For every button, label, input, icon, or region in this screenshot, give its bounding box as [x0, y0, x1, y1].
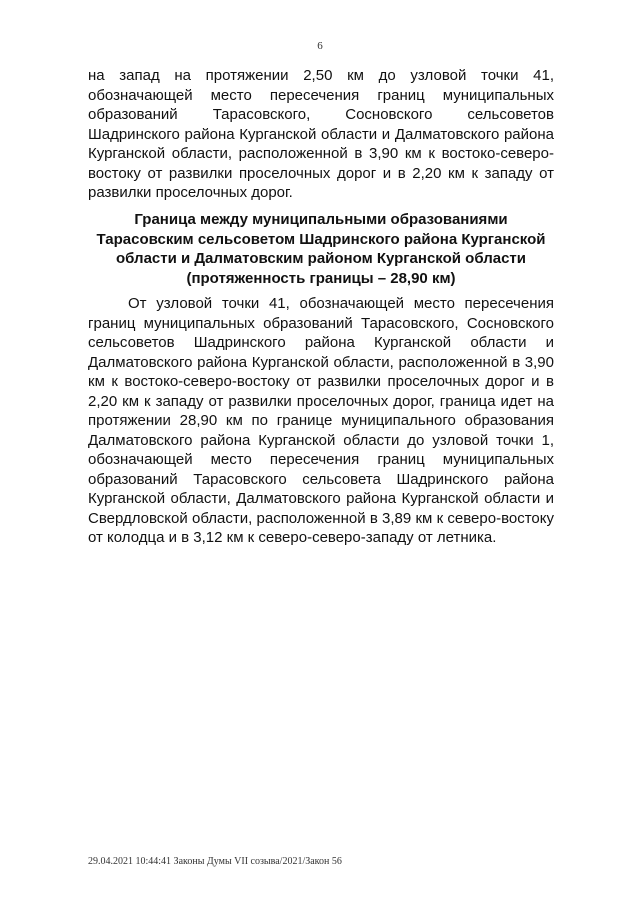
section-heading: Граница между муниципальными образованиями Тарасовским сельсоветом Шадринского района Курганской области и Далматовским районом Курганской области (протяженность границы – 28,90 км) — [96, 211, 546, 287]
section-body-paragraph: От узловой точки 41, обозначающей место пересечения границ муниципальных образований Тарасовского, Сосновского сельсоветов Шадринского района Курганской области и Далматовского района Курганской области, расположенной в 3,90 км к востоко-северо-востоку от развилки проселочных дорог и в 2,20 км к западу от развилки проселочных дорог, граница идет на протяжении 28,90 км по границе муниципального образования Далматовского района Курганской области до узловой точки 1, обозначающей место пересечения границ муниципальных образований Тарасовского сельсовета Шадринского района Курганской области, Далматовского района Курганской области и Свердловской области, расположенной в 3,89 км к северо-востоку от колодца и в 3,12 км к северо-северо-западу от летника. — [88, 295, 554, 546]
footer-stamp: 29.04.2021 10:44:41 Законы Думы VII созыва/2021/Закон 56 — [88, 856, 342, 867]
continuation-paragraph: на запад на протяжении 2,50 км до узловой точки 41, обозначающей место пересечения границ муниципальных образований Тарасовского, Сосновского сельсоветов Шадринского района Курганской области и Далматовского района Курганской области, расположенной в 3,90 км к востоко-северо-востоку от развилки проселочных дорог и в 2,20 км к западу от развилки проселочных дорог. — [88, 67, 554, 201]
page-number: 6 — [317, 40, 323, 52]
